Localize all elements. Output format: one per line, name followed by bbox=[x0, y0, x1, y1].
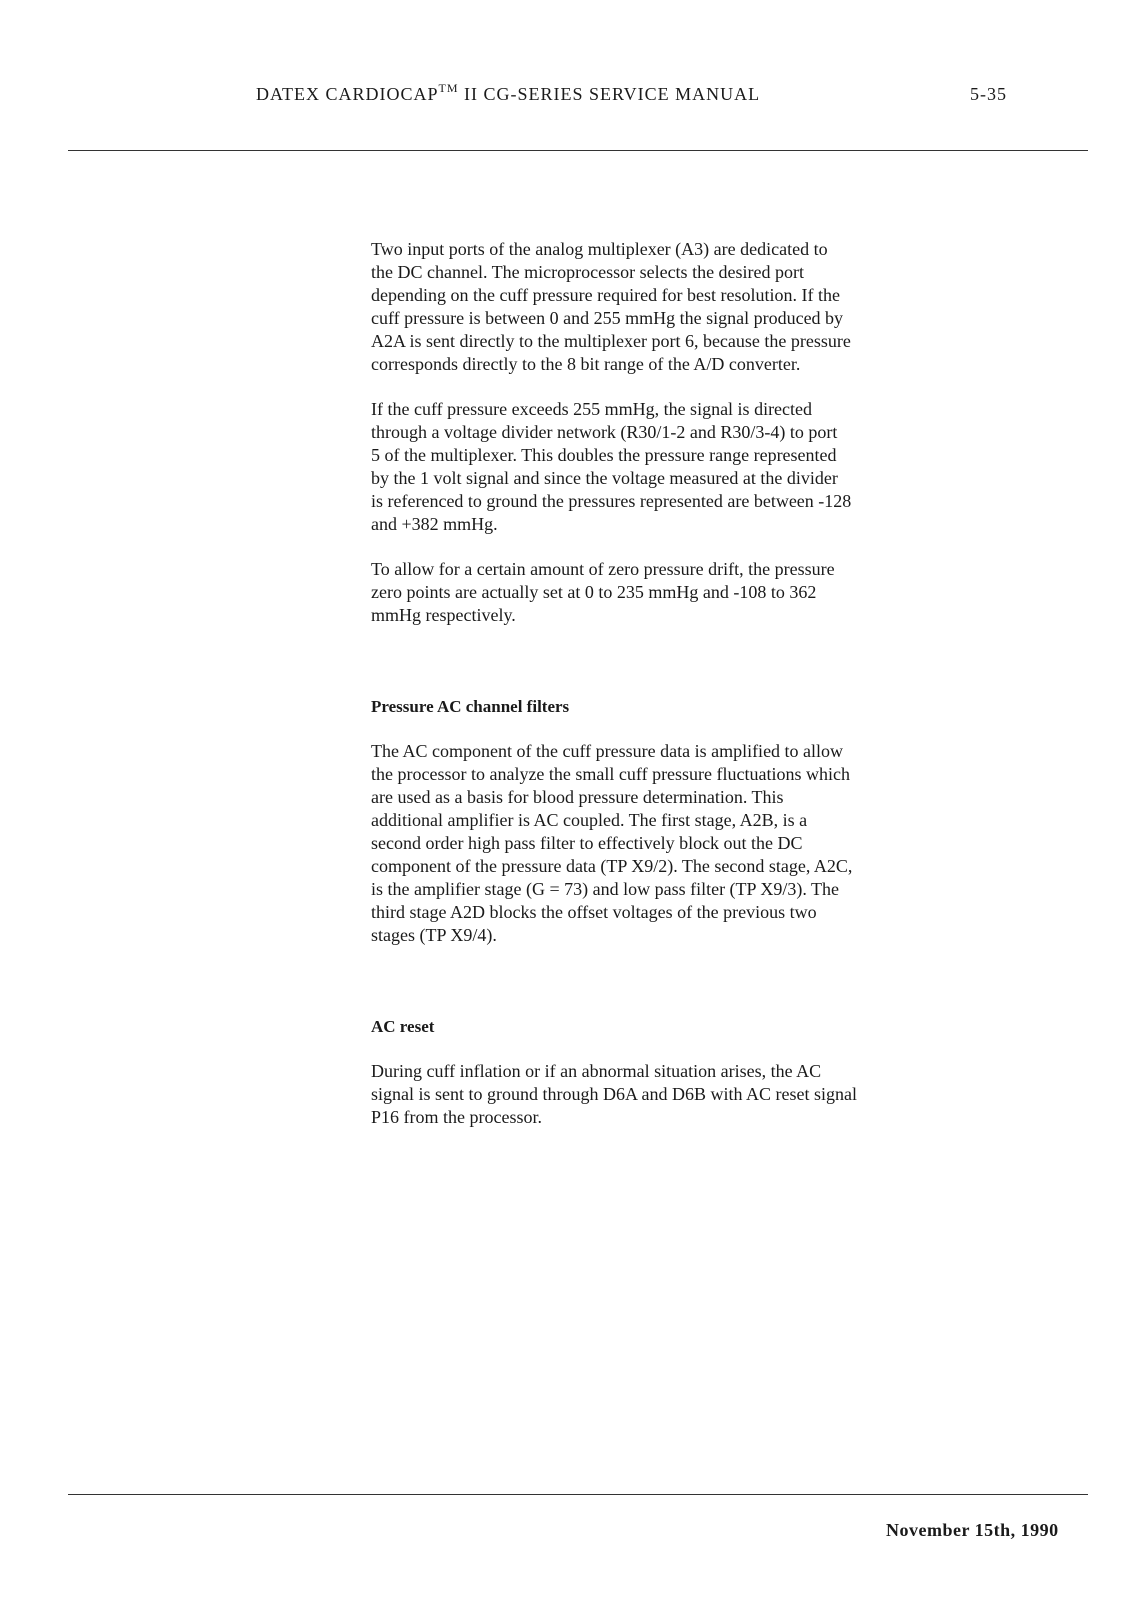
page-number: 5-35 bbox=[970, 84, 1007, 104]
header-title-main: DATEX CARDIOCAP bbox=[256, 84, 439, 104]
paragraph-ac-reset: During cuff inflation or if an abnormal situation arises, the AC signal is sent to ground through D6A and D6B with AC reset signal P16 from the processor. bbox=[371, 1061, 857, 1127]
header-divider bbox=[68, 150, 1088, 151]
paragraph-zero-drift: To allow for a certain amount of zero pressure drift, the pressure zero points are actually set at 0 to 235 mmHg and -108 to 362 mmHg respectively. bbox=[371, 559, 835, 625]
paragraph-voltage-divider: If the cuff pressure exceeds 255 mmHg, the signal is directed through a voltage divider network (R30/1-2 and R30/3-4) to port 5 of the multiplexer. This doubles the pressure range represented by the 1 volt signal and since the voltage measured at the divider is referenced to ground the pressures represented are between -128 and +382 mmHg. bbox=[371, 399, 852, 534]
header-title-rest: II CG-SERIES SERVICE MANUAL bbox=[458, 84, 761, 104]
section-heading-ac-filters: Pressure AC channel filters bbox=[371, 697, 570, 716]
trademark-mark: TM bbox=[438, 81, 459, 95]
paragraph-dc-channel-ports: Two input ports of the analog multiplexer (A3) are dedicated to the DC channel. The microprocessor selects the desired port depending on the cuff pressure required for best resolution. If the cuff pressure is between 0 and 255 mmHg the signal produced by A2A is sent directly to the multiplexer port 6, because the pressure corresponds directly to the 8 bit range of the A/D converter. bbox=[371, 239, 851, 374]
page-body bbox=[371, 238, 1011, 1129]
footer-date: November 15th, 1990 bbox=[886, 1520, 1059, 1540]
footer-divider bbox=[68, 1494, 1088, 1495]
section-heading-ac-reset: AC reset bbox=[371, 1017, 435, 1036]
running-header bbox=[256, 81, 761, 105]
paragraph-ac-filters: The AC component of the cuff pressure data is amplified to allow the processor to analyze the small cuff pressure fluctuations which are used as a basis for blood pressure determination. This additional amplifier is AC coupled. The first stage, A2B, is a second order high pass filter to effectively block out the DC component of the pressure data (TP X9/2). The second stage, A2C, is the amplifier stage (G = 73) and low pass filter (TP X9/3). The third stage A2D blocks the offset voltages of the previous two stages (TP X9/4). bbox=[371, 741, 853, 945]
